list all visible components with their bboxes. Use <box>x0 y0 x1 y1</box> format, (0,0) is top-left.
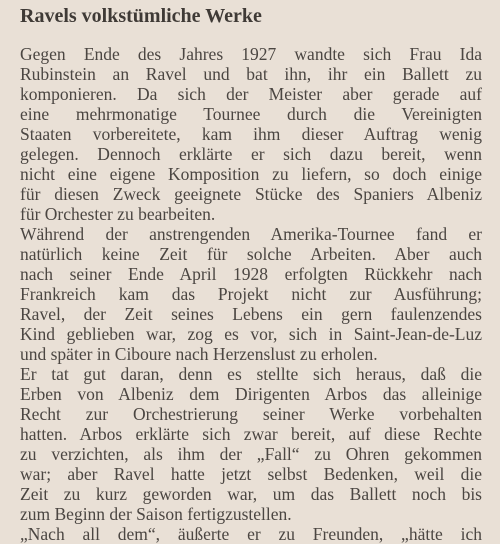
text-line: war; aber Ravel hatte jetzt selbst Bedenken, weil die <box>20 464 482 484</box>
text-line: hatten. Arbos erklärte sich zwar bereit, auf diese Rechte <box>20 424 482 444</box>
body-text <box>20 44 482 544</box>
text-line: gelegen. Dennoch erklärte er sich dazu bereit, wenn <box>20 144 482 164</box>
text-line: für Orchester zu bearbeiten. <box>20 204 216 224</box>
paragraph-2 <box>20 224 482 364</box>
text-line: Frankreich kam das Projekt nicht zur Ausführung; <box>20 284 482 304</box>
text-line: eine mehrmonatige Tournee durch die Vereinigten <box>20 104 482 124</box>
text-line: komponieren. Da sich der Meister aber gerade auf <box>20 84 482 104</box>
paragraph-1 <box>20 44 482 224</box>
text-line: Zeit zu kurz geworden war, um das Ballett noch bis <box>20 484 482 504</box>
text-line: natürlich keine Zeit für solche Arbeiten. Aber auch <box>20 244 482 264</box>
paragraph-4 <box>20 524 482 544</box>
text-line: Erben von Albeniz dem Dirigenten Arbos das alleinige <box>20 384 482 404</box>
text-line: Staaten vorbereitete, kam ihm dieser Auftrag wenig <box>20 124 482 144</box>
text-line: Er tat gut daran, denn es stellte sich heraus, daß die <box>20 364 482 384</box>
section-heading: Ravels volkstümliche Werke <box>20 5 262 27</box>
text-line: Gegen Ende des Jahres 1927 wandte sich Frau Ida <box>20 44 482 64</box>
text-line: Rubinstein an Ravel und bat ihn, ihr ein Ballett zu <box>20 64 482 84</box>
text-line: nach seiner Ende April 1928 erfolgten Rückkehr nach <box>20 264 482 284</box>
text-line: zu verzichten, als ihm der „Fall“ zu Ohren gekommen <box>20 444 482 464</box>
paragraph-3 <box>20 364 482 524</box>
text-line: nicht eine eigene Komposition zu liefern, so doch einige <box>20 164 482 184</box>
text-line: für diesen Zweck geeignete Stücke des Spaniers Albeniz <box>20 184 482 204</box>
text-line: Recht zur Orchestrierung seiner Werke vorbehalten <box>20 404 482 424</box>
text-line: Ravel, der Zeit seines Lebens ein gern faulenzendes <box>20 304 482 324</box>
text-line: zum Beginn der Saison fertigzustellen. <box>20 504 292 524</box>
text-line: und später in Ciboure nach Herzenslust zu erholen. <box>20 344 378 364</box>
text-line: „Nach all dem“, äußerte er zu Freunden, „hätte ich <box>20 524 482 544</box>
text-line: Kind geblieben war, zog es vor, sich in Saint-Jean-de-Luz <box>20 324 482 344</box>
text-line: Während der anstrengenden Amerika-Tournee fand er <box>20 224 482 244</box>
